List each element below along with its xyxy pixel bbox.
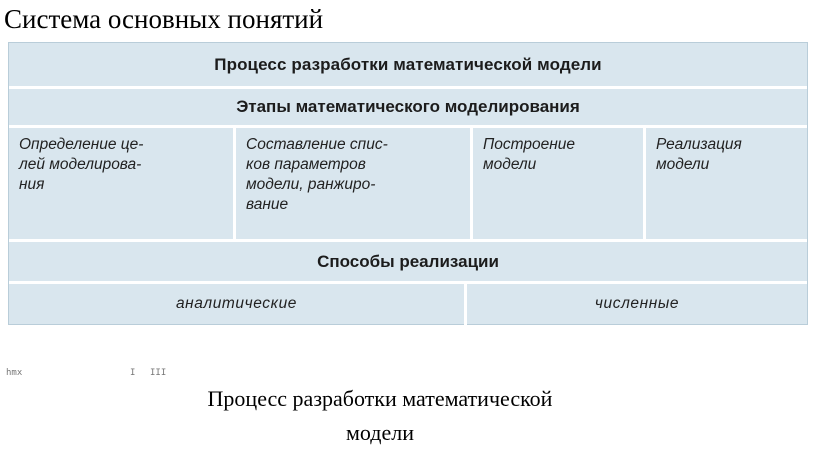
scan-artifact: III [150, 368, 167, 378]
method-numerical: численные [594, 295, 680, 312]
concept-scheme [8, 42, 808, 325]
scheme-header: Процесс разработки математической модели [214, 55, 602, 74]
method-analytical: аналитические [175, 295, 298, 312]
slide-title: Система основных понятий [4, 4, 324, 34]
stage-implement-model: Реализация модели [656, 136, 742, 173]
scan-artifact: I [130, 368, 136, 378]
methods-row [9, 283, 807, 325]
stage-parameters: Составление спис- ков параметров модели, ранжиро- вание [246, 136, 388, 213]
caption: Процесс разработки математической модели [207, 386, 553, 445]
methods-header: Способы реализации [317, 252, 499, 271]
stages-header: Этапы математического моделирования [236, 97, 580, 116]
stage-build-model: Построение модели [483, 136, 575, 173]
scan-artifact: hmx [6, 368, 23, 378]
stage-goals: Определение це- лей моделирова- ния [19, 136, 144, 193]
stages-row [9, 127, 807, 239]
divider-3 [9, 239, 807, 242]
